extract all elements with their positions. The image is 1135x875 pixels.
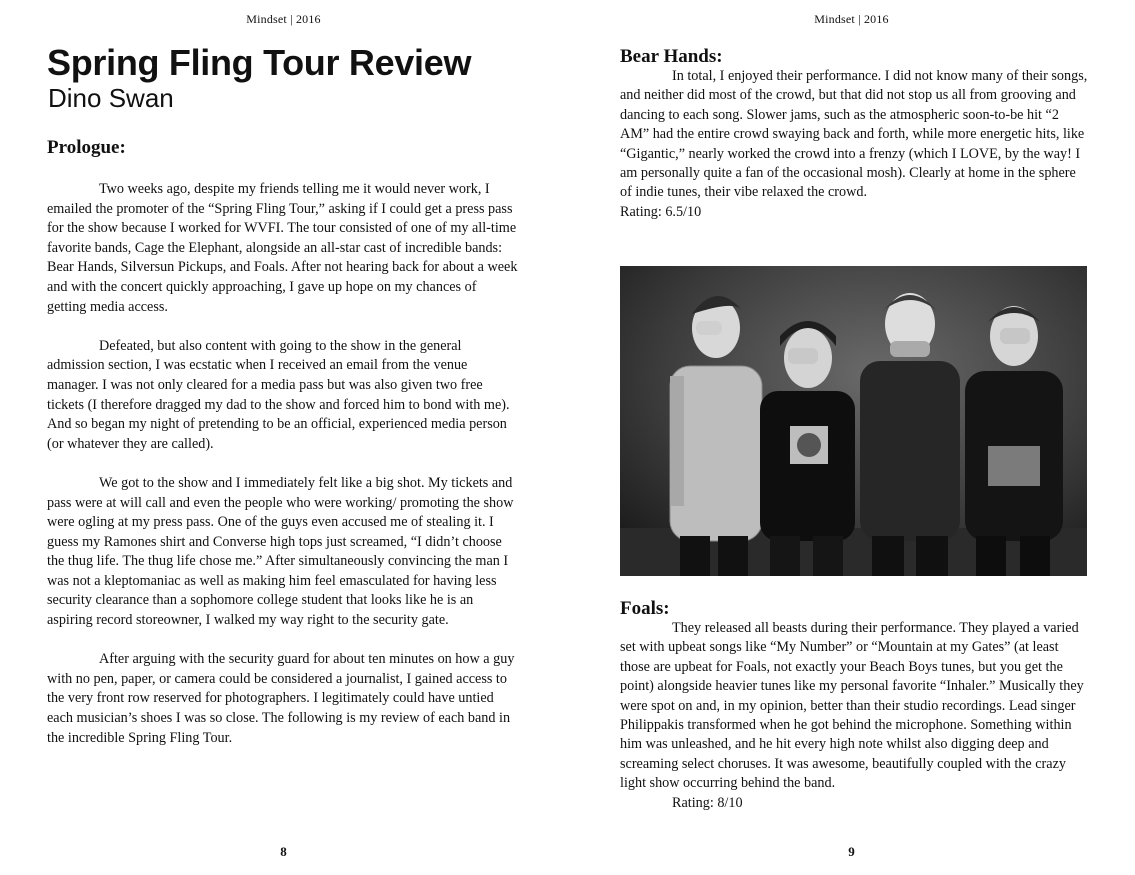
bear-hands-rating: Rating: 6.5/10 — [620, 203, 702, 220]
prologue-heading: Prologue: — [47, 137, 126, 158]
article-author: Dino Swan — [48, 83, 174, 113]
foals-review — [620, 619, 1090, 813]
prologue-body — [47, 180, 519, 768]
foals-rating: Rating: 8/10 — [672, 794, 743, 811]
left-page — [0, 0, 567, 875]
article-title: Spring Fling Tour Review — [47, 42, 472, 83]
bear-hands-heading: Bear Hands: — [620, 46, 723, 67]
prologue-paragraph-1: Two weeks ago, despite my friends telling me it would never work, I emailed the promoter of the “Spring Fling Tour,” asking if I could get a press pass for the show because I worked for WVFI. The tour consisted of one of my all-time favorite bands, Cage the Elephant, alongside an all-star cast of incredible bands: Bear Hands, Silversun Pickups, and Foals. After not hearing back for about a week and with the concert quickly approaching, I gave up hope on my chances of getting media access. — [47, 181, 518, 315]
page-number-right: 9 — [848, 844, 855, 859]
bear-hands-review — [620, 67, 1090, 222]
running-header-right: Mindset | 2016 — [814, 12, 889, 26]
foals-text: They released all beasts during their performance. They played a varied set with upbeat songs like “My Number” or “Mountain at my Gates” (at least those are upbeat for Foals, not exactly your Beach Boys tunes, but you get the point) alongside heavier tunes like my personal favorite “Inhaler.” Musically they were spot on and, in my opinion, better than their studio recordings. Lead singer Philippakis transformed when he got behind the microphone. Something within him was unleashed, and he hit every high note whilst also digging deep and screaming select choruses. It was awesome, beautifully coupled with the crazy light show occurring behind the band. — [620, 620, 1084, 792]
band-photo-illustration — [620, 266, 1087, 576]
bear-hands-text: In total, I enjoyed their performance. I did not know many of their songs, and neither did most of the crowd, but that did not stop us all from grooving and dancing to each song. Slower jams, such as the atmospheric soon-to-be hit “2 AM” had the entire crowd swaying back and forth, while more energetic hits, like “Gigantic,” nearly worked the crowd into a frenzy (which I LOVE, by the way! I am personally quite a fan of the occasional mosh). Clearly at home in the sphere of indie tunes, their vibe relaxed the crowd. — [620, 68, 1088, 201]
right-page — [568, 0, 1135, 875]
prologue-paragraph-2: Defeated, but also content with going to the show in the general admission section, I was ecstatic when I received an email from the venue manager. I was not only cleared for a media pass but was also given two free tickets (I therefore dragged my dad to the show and forced him to bond with me). And so began my night of pretending to be an official, experienced media person (or whatever they are called). — [47, 337, 510, 452]
band-photo — [620, 266, 1087, 576]
prologue-paragraph-4: After arguing with the security guard for about ten minutes on how a guy with no pen, paper, or camera could be considered a journalist, I gained access to the very front row reserved for photographers. I legitimately could have untied each musician’s shoes I was so close. The following is my review of each band in the incredible Spring Fling Tour. — [47, 651, 515, 746]
page-number-left: 8 — [280, 844, 287, 859]
prologue-paragraph-3: We got to the show and I immediately felt like a big shot. My tickets and pass were at will call and even the people who were working/ promoting the show were ogling at my press pass. One of the guys even accused me of stealing it. I guess my Ramones shirt and Converse high tops just screamed, “I didn’t choose the thug life. The thug life chose me.” After simultaneously convincing the man I was not a kleptomaniac as well as making him feel emasculated for having less security clearance than a sophomore college student that looks like he is an aspiring record storeowner, I walked my way right to the security gate. — [47, 474, 514, 629]
running-header-left: Mindset | 2016 — [246, 12, 321, 26]
foals-heading: Foals: — [620, 598, 670, 619]
